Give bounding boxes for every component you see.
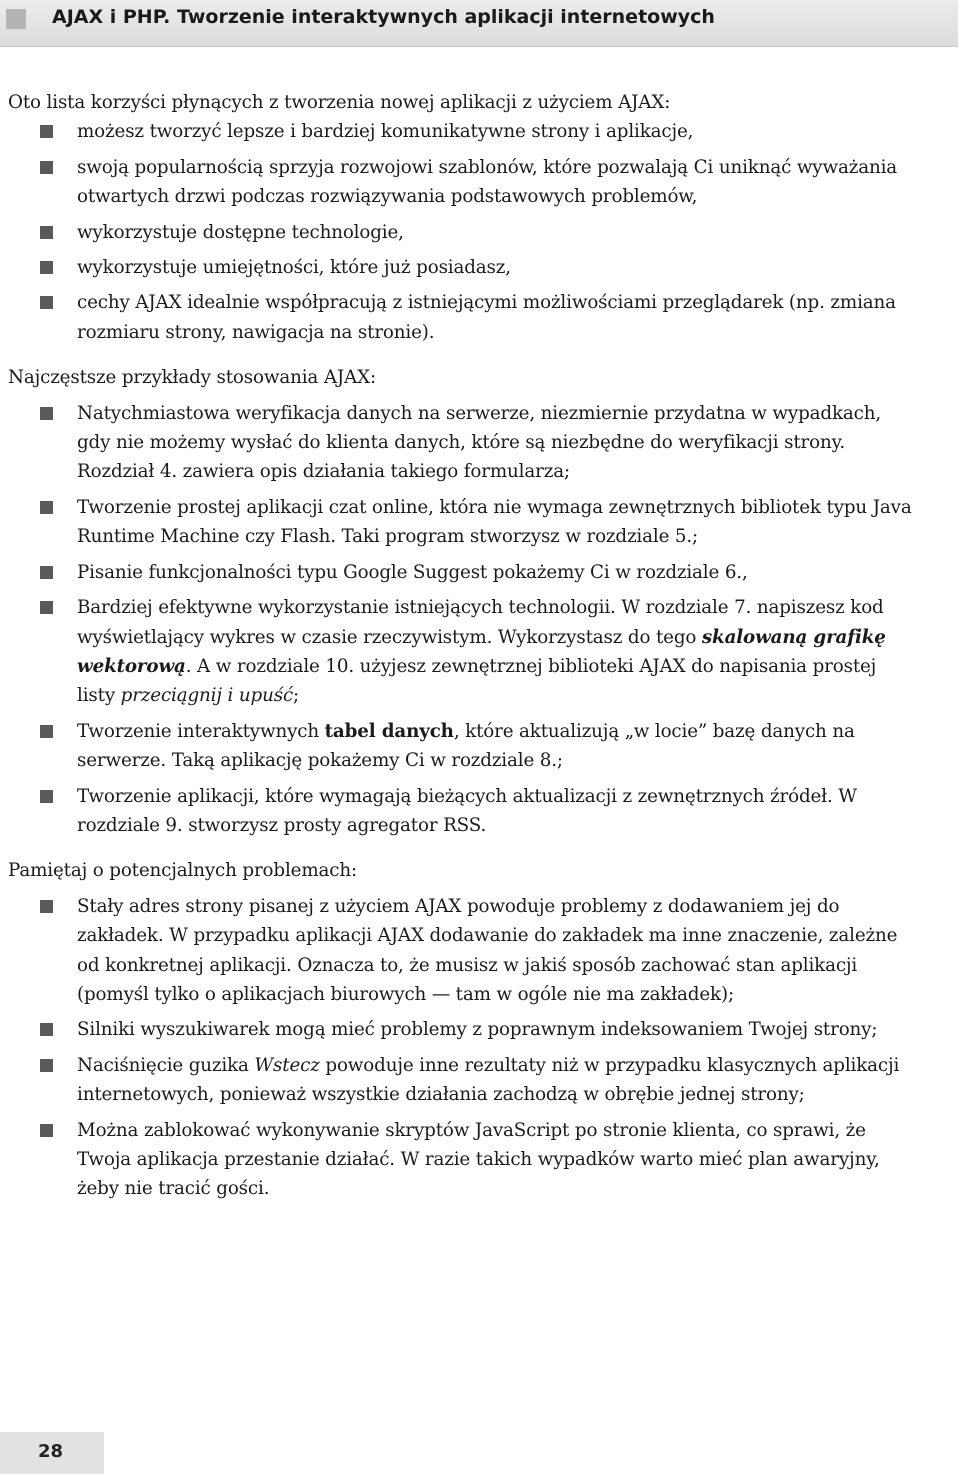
list-item (8, 1015, 913, 1044)
bullet-square-icon (40, 1023, 53, 1036)
page-number-box (0, 1432, 104, 1474)
emphasis-text: skalowaną grafikę wektorową (77, 626, 886, 677)
list-item-text: możesz tworzyć lepsze i bardziej komunikatywne strony i aplikacje, (77, 121, 694, 143)
benefits-intro: Oto lista korzyści płynących z tworzenia nowej aplikacji z użyciem AJAX: (8, 92, 671, 113)
header-title: AJAX i PHP. Tworzenie interaktywnych aplikacji internetowych (52, 6, 715, 28)
list-item (8, 1051, 913, 1110)
list-item-text: wykorzystuje umiejętności, które już posiadasz, (77, 257, 511, 279)
list-item-text: wykorzystuje dostępne technologie, (77, 221, 404, 243)
list-item-text: Tworzenie prostej aplikacji czat online, która nie wymaga zewnętrznych bibliotek typu Java Runtime Machine czy Flash. Taki program stworzysz w rozdziale 5.; (77, 496, 912, 548)
list-item (8, 218, 913, 247)
bullet-square-icon (40, 790, 53, 803)
list-item (8, 593, 913, 711)
list-item (8, 717, 913, 776)
bullet-square-icon (40, 1124, 53, 1137)
list-item (8, 153, 913, 212)
list-item (8, 558, 913, 587)
bullet-square-icon (40, 226, 53, 239)
list-item (8, 782, 913, 841)
emphasis-text: Wstecz (254, 1054, 320, 1076)
list-item (8, 892, 913, 1010)
list-item-text: Pisanie funkcjonalności typu Google Suggest pokażemy Ci w rozdziale 6., (77, 561, 748, 583)
bullet-square-icon (40, 161, 53, 174)
page-body (8, 88, 913, 1204)
list-item-text: Można zablokować wykonywanie skryptów JavaScript po stronie klienta, co sprawi, że Twoja aplikacja przestanie działać. W razie takich wypadków warto mieć plan awaryjny, żeby nie tracić gości. (77, 1119, 880, 1200)
bullet-square-icon (40, 566, 53, 579)
examples-list (8, 399, 913, 841)
list-item-text: Silniki wyszukiwarek mogą mieć problemy z poprawnym indeksowaniem Twojej strony; (77, 1019, 878, 1041)
list-item-text: Stały adres strony pisanej z użyciem AJAX powoduje problemy z dodawaniem jej do zakładek. W przypadku aplikacji AJAX dodawanie do zakładek ma inne znaczenie, zależne od konkretnej aplikacji. Oznacza to, że musisz w jakiś sposób zachować stan aplikacji (pomyśl tylko o aplikacjach biurowych — tam w ogóle nie ma zakładek); (77, 895, 898, 1005)
emphasis-text: przeciągnij i upuść (120, 685, 294, 707)
problems-intro: Pamiętaj o potencjalnych problemach: (8, 860, 357, 882)
running-header (0, 0, 958, 47)
examples-intro: Najczęstsze przykłady stosowania AJAX: (8, 367, 376, 389)
page-number: 28 (38, 1441, 64, 1462)
bullet-square-icon (40, 125, 53, 138)
list-item (8, 399, 913, 487)
list-item-text: Naciśnięcie guzika (77, 1054, 255, 1076)
bullet-square-icon (40, 261, 53, 274)
list-item-text: powoduje inne rezultaty niż w przypadku klasycznych aplikacji internetowych, ponieważ wszystkie działania zachodzą w obrębie jednej strony; (77, 1054, 900, 1106)
bullet-square-icon (40, 501, 53, 514)
bullet-square-icon (40, 296, 53, 309)
bullet-square-icon (40, 601, 53, 614)
list-item (8, 493, 913, 552)
problems-list (8, 892, 913, 1204)
list-item-text: swoją popularnością sprzyja rozwojowi szablonów, które pozwalają Ci uniknąć wyważania otwartych drzwi podczas rozwiązywania podstawowych problemów, (77, 156, 898, 208)
list-item-text: Bardziej efektywne wykorzystanie istniejących technologii. W rozdziale 7. napiszesz kod wyświetlający wykres w czasie rzeczywistym. Wykorzystasz do tego (77, 597, 884, 648)
bullet-square-icon (40, 725, 53, 738)
list-item-text: . A w rozdziale 10. użyjesz zewnętrznej biblioteki AJAX do napisania prostej listy (77, 655, 877, 707)
list-item (8, 288, 913, 347)
list-item-text: cechy AJAX idealnie współpracują z istniejącymi możliwościami przeglądarek (np. zmiana rozmiaru strony, nawigacja na stronie). (77, 292, 896, 343)
list-item-text: , które aktualizują „w locie” bazę danych na serwerze. Taką aplikację pokażemy Ci w rozdziale 8.; (77, 720, 855, 772)
list-item-text: Natychmiastowa weryfikacja danych na serwerze, niezmiernie przydatna w wypadkach, gdy nie możemy wysłać do klienta danych, które są niezbędne do weryfikacji strony. Rozdział 4. zawiera opis działania takiego formularza; (77, 402, 882, 483)
emphasis-text: tabel danych (324, 720, 454, 742)
bullet-square-icon (40, 900, 53, 913)
list-item (8, 117, 913, 146)
list-item (8, 253, 913, 282)
bullet-square-icon (40, 1059, 53, 1072)
header-square-icon (6, 9, 26, 29)
benefits-list (8, 117, 913, 347)
list-item-text: ; (293, 685, 300, 707)
bullet-square-icon (40, 407, 53, 420)
list-item-text: Tworzenie aplikacji, które wymagają bieżących aktualizacji z zewnętrznych źródeł. W rozdziale 9. stworzysz prosty agregator RSS. (77, 785, 857, 836)
list-item (8, 1116, 913, 1204)
list-item-text: Tworzenie interaktywnych (77, 720, 325, 742)
